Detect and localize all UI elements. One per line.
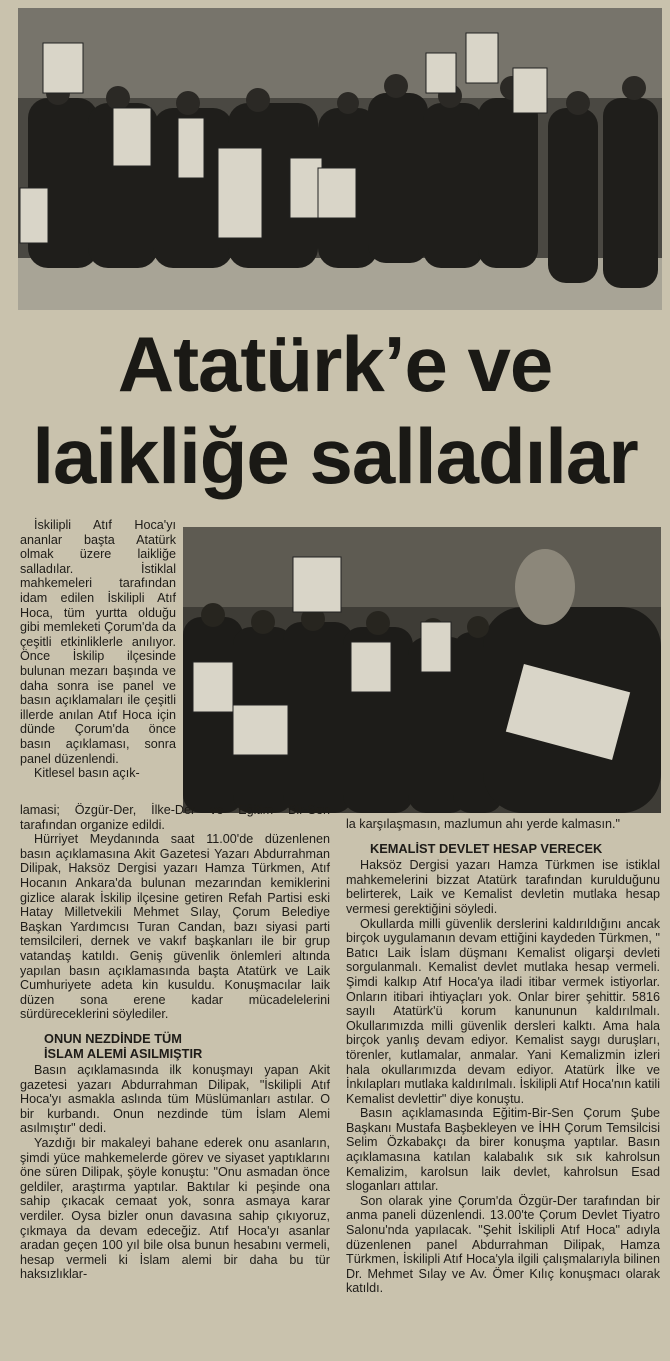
paragraph: Yazdığı bir makaleyi bahane ederek onu asanların, şimdi yüce mahkemelerde görev ve siyaset yaptıklarını öne süren Dilipak, şöyle konuştu: "Onu asmadan önce geldiler, araştırma yaptılar. Baktılar ki peşinde ona sahip çıkacak cemaat yok, sonra asmaya karar verdiler. Oysa bizler onun davasına sahip çıkıyoruz, çıkmaya da devam edeceğiz. Atıf Hoca'yı asanlar aradan geçen 100 yıl bile olsa bunun hesabını vermeli, hesap vermeli ki İslam alemi bir daha bu tür haksızlıklar- [20,1136,330,1282]
headline-line-2: laikliğe salladılar [32,412,638,500]
protest-photo-top [18,8,662,310]
paragraph: la karşılaşmasın, mazlumun ahı yerde kalmasın." [346,817,620,831]
subheading-line-2: İSLAM ALEMİ ASILMIŞTIR [44,1045,203,1061]
subheading-kemalist: KEMALİST DEVLET HESAP VERECEK [370,840,603,856]
headline-line-1: Atatürk’e ve [117,320,553,408]
paragraph: Hürriyet Meydanında saat 11.00'de düzenlenen basın açıklamasına Akit Gazetesi Yazarı Abdurrahman Dilipak, Haksöz Dergisi yazarı Hamza Türkmen, Atıf Hocanın Ankara'da bulunan mezarından kemiklerini gizlice alarak İskilip ilçesine getiren Refah Partisi eski Hatay Milletvekili Mehmet Sılay, Çorum Belediye Başkan Yardımcısı Turan Candan, bazı siyasi parti temsilcileri, dernek ve vakıf başkanları ile bir grup vatandaş katıldı. Geniş güvenlik önlemleri altında yapılan basın açıklamasında başta Atatürk ve Laik Cumhuriyete adeta kin kusuldu. Konuşmacılar laik düzen sona erene kadar mücadelelerini sürdüreceklerini söylediler. [20,832,330,1022]
subheading [44,1032,330,1061]
right-column [346,817,660,1296]
paragraph: Okullarda milli güvenlik derslerini kaldırıldığını ancak birçok uygulamanın devam ettiğini kaydeden Türkmen, " Batıcı Laik İslam düşmanı Kemalist oligarşi devleti sorgulanmalı. Kemalist devlet mutlaka hesap vermeli. Şimdi kalkıp Atıf Hoca'ya iladi itibar vermek istiyorlar. Onların itibari ihtiyaçları yok. Onlar birer şehittir. 5816 sayılı Atatürk'ü korum kanununun kaldırılmalı. Okullarımızda milli güvenlik dersleri kalktı. Ama hala birçok yanlış devam ediyor. Kemalist saygı duruşları, törenler, kutlamalar, anmalar. Yani Kemalizmin izleri hala okullarımızda devam ediyor. Atatürk İlke ve İnkılapları mutlaka kaldırılmalı. İskilipli Atıf Hoca'nın katili Kemalist devlettir" diye konuştu. [346,916,660,1106]
paragraph: Basın açıklamasında ilk konuşmayı yapan Akit gazetesi yazarı Abdurrahman Dilipak, "İskilipli Atıf Hoca'yı asmakla aslında tüm Müslümanları astılar. O bir kurbandı. Onun nezdinde tüm İslam Alemi asılmıştır" dedi. [20,1063,330,1136]
paragraph: İskilipli Atıf Hoca'yı ananlar başta Atatürk olmak üzere laikliğe salladılar. İstiklal mahkemeleri tarafından idam edilen İskilipli Atıf Hoca, tüm yurtta olduğu gibi memleketi Çorum'da da çeşitli etkinliklerle anılıyor. Önce İskilip ilçesinde bulunan mezarı başında ve daha sonra ise panel ve basın açıklamaları ile çeşitli illerde anılan Atıf Hoca için dünde Çorum'da önce basın açıklaması, sonra panel düzenlendi. [20,518,176,766]
lead-column-wide [20,803,330,1282]
paragraph: Basın açıklamasında Eğitim-Bir-Sen Çorum Şube Başkanı Mustafa Başbekleyen ve İHH Çorum Temsilcisi Selim Özkabakçı da birer konuşma yaptılar. Basın açıklamasına katılan kalabalık sık sık kahrolsun Kemalizim, karolsun laik devlet, kahrolsun Esad sloganları attılar. [346,1106,660,1194]
paragraph: lamasi; Özgür-Der, İlke-Der ve Eğitim Bir-Sen tarafından organize edildi. [20,803,330,832]
paragraph: Son olarak yine Çorum'da Özgür-Der tarafından bir anma paneli düzenlendi. 13.00'te Çorum Devlet Tiyatro Salonu'nda yapılacak. "Şehit İskilipli Atıf Hoca" adıyla düzenlenen panel Abdurrahman Dilipak, Hamza Türkmen, İskilipli Atıf Hoca'yla ilgili çalışmalarıyla bilinen Dr. Mehmet Sılay ve Av. Ömer Kılıç konuşmacı olarak katıldı. [346,1193,660,1296]
subheading-line-1: ONUN NEZDİNDE TÜM [44,1030,182,1046]
speaker-photo [183,527,661,813]
lead-column-narrow [20,518,176,781]
paragraph: Kitlesel basın açık- [34,766,140,781]
paragraph: Haksöz Dergisi yazarı Hamza Türkmen ise istiklal mahkemelerini bizzat Atatürk tarafından kurulduğunu belirterek, Laik ve Kemalist devletin mutlaka hesap vermesi gerektiğini söyledi. [346,858,660,916]
